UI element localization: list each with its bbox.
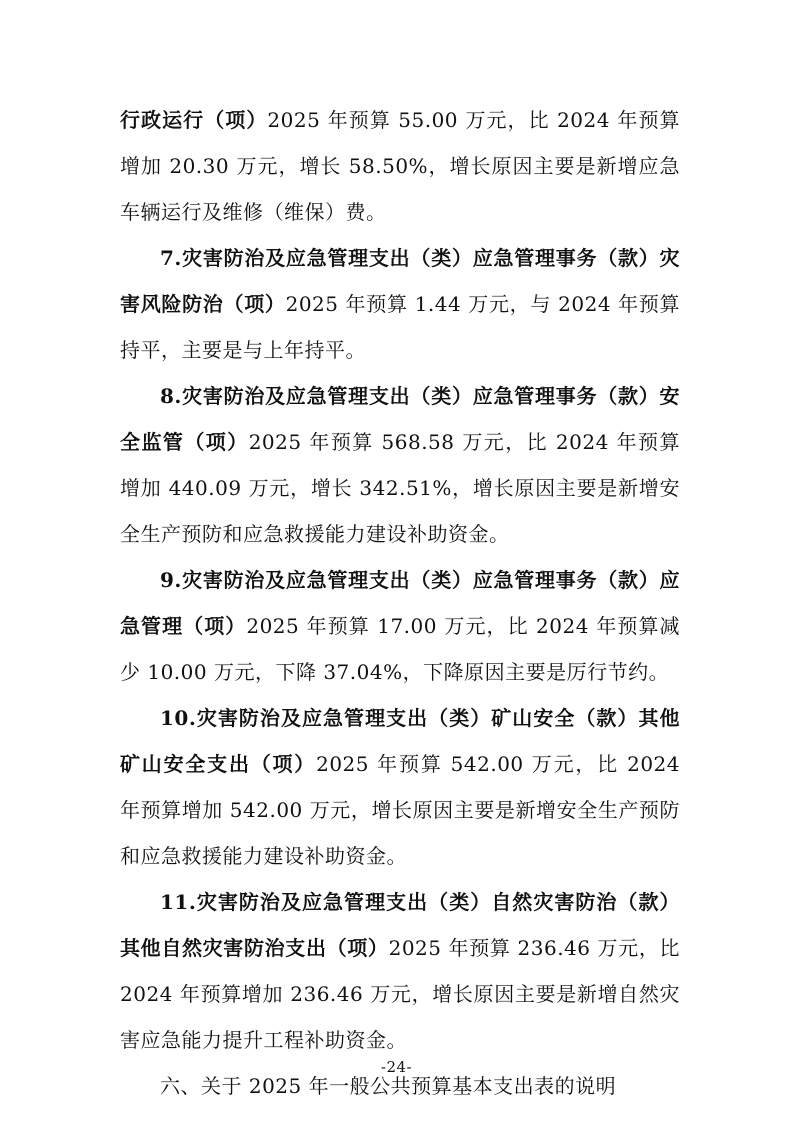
paragraph-item-7: [120, 235, 680, 373]
paragraph-text: 2025 年预算 568.58 万元，比 2024 年预算增加 440.09 万元，增长 342.51%，增长原因主要是新增安全生产预防和应急救援能力建设补助资金。: [120, 430, 680, 546]
paragraph-text: 2025 年预算 236.46 万元，比 2024 年预算增加 236.46 万元，增长原因主要是新增自然灾害应急能力提升工程补助资金。: [120, 936, 681, 1052]
section-heading: 六、关于 2025 年一般公共预算基本支出表的说明: [160, 1074, 617, 1098]
paragraph-text: 2025 年预算 1.44 万元，与 2024 年预算持平，主要是与上年持平。: [120, 292, 680, 362]
paragraph-heading: 9.灾害防治及应急管理支出（类）应急管理事务（款）应急管理（项）: [120, 568, 680, 638]
paragraph-heading: 10.灾害防治及应急管理支出（类）矿山安全（款）其他矿山安全支出（项）: [120, 706, 680, 776]
paragraph-item-9: [120, 557, 680, 695]
paragraph-heading: 行政运行（项）: [120, 108, 268, 132]
paragraph-administrative-operation: [120, 97, 680, 235]
paragraph-item-11: [120, 879, 680, 1063]
page-number: -24-: [380, 1058, 413, 1076]
paragraph-text: 2025 年预算 17.00 万元，比 2024 年预算减少 10.00 万元，下降 37.04%，下降原因主要是厉行节约。: [120, 614, 681, 684]
paragraph-text: 2025 年预算 55.00 万元，比 2024 年预算增加 20.30 万元，增长 58.50%，增长原因主要是新增应急车辆运行及维修（维保）费。: [120, 108, 681, 224]
paragraph-item-10: [120, 695, 680, 879]
paragraph-heading: 8.灾害防治及应急管理支出（类）应急管理事务（款）安全监管（项）: [120, 384, 680, 454]
paragraph-heading: 11.灾害防治及应急管理支出（类）自然灾害防治（款）其他自然灾害防治支出（项）: [120, 890, 680, 960]
page-content: [120, 97, 680, 1109]
paragraph-heading: 7.灾害防治及应急管理支出（类）应急管理事务（款）灾害风险防治（项）: [120, 246, 680, 316]
paragraph-item-8: [120, 373, 680, 557]
paragraph-text: 2025 年预算 542.00 万元，比 2024 年预算增加 542.00 万元，增长原因主要是新增安全生产预防和应急救援能力建设补助资金。: [120, 752, 680, 868]
